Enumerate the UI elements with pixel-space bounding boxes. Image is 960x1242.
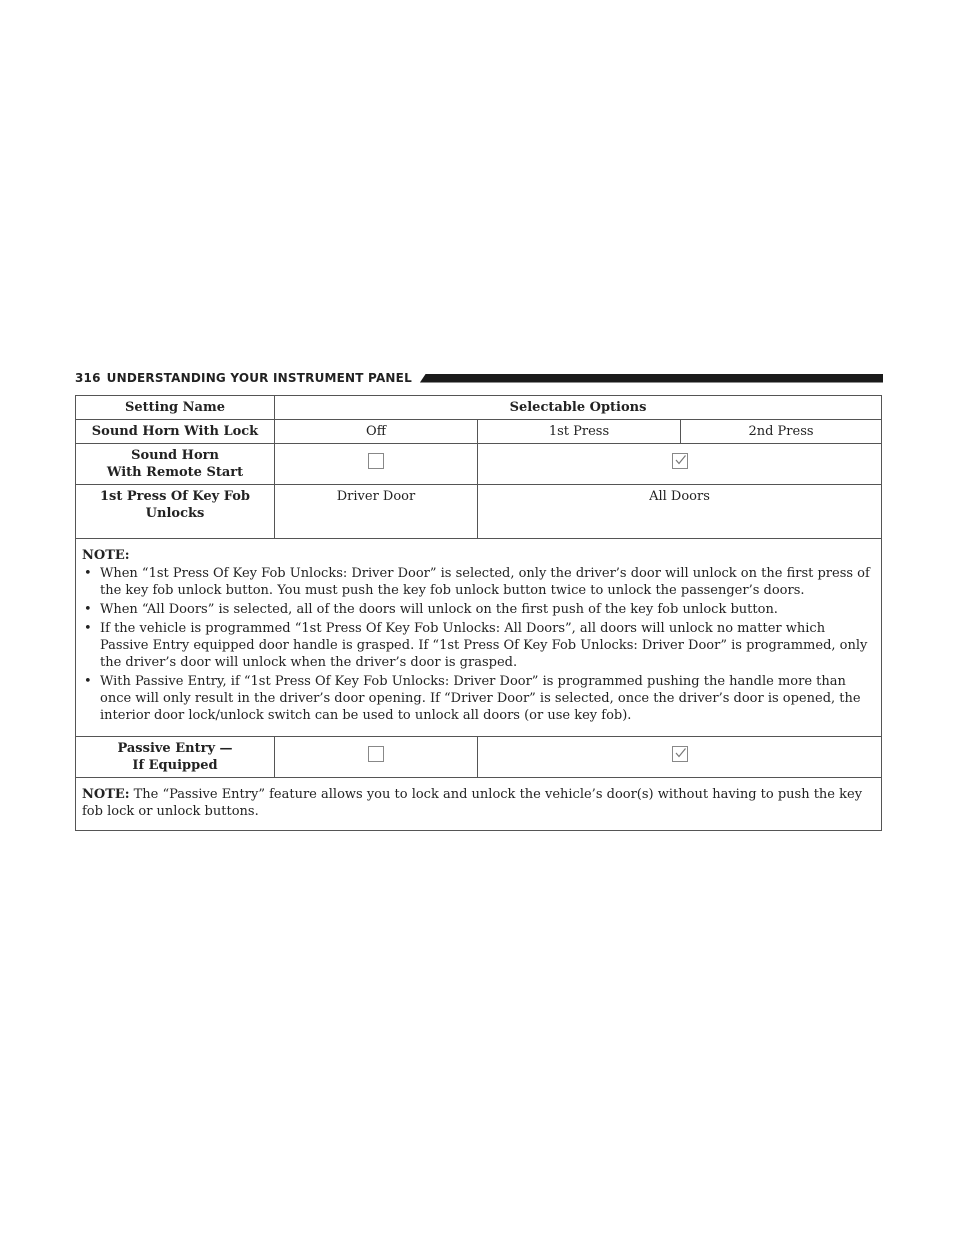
settings-table — [75, 395, 882, 831]
option-cell-on — [478, 737, 882, 778]
option-all-doors: All Doors — [478, 485, 882, 539]
section-title: UNDERSTANDING YOUR INSTRUMENT PANEL — [106, 371, 412, 385]
option-1st-press: 1st Press — [478, 420, 681, 444]
bullet-icon: • — [84, 602, 92, 617]
header-rule — [420, 374, 883, 383]
table-row-keyfob-unlocks — [76, 485, 882, 539]
note-title: NOTE: — [82, 548, 130, 563]
list-item: • When “1st Press Of Key Fob Unlocks: Driver Door” is selected, only the driver’s door will unlock on the first press of the key fob unlock button. You must push the key fob unlock button twice to unlock the passenger’s doors. — [84, 566, 870, 598]
note-text: The “Passive Entry” feature allows you to lock and unlock the vehicle’s door(s) without having to push the key fob lock or unlock buttons. — [82, 787, 863, 819]
table-header-row — [76, 396, 882, 420]
table-row-note-2 — [76, 778, 882, 831]
option-cell-off — [275, 737, 478, 778]
setting-name-line2: With Remote Start — [106, 465, 244, 480]
note-block-keyfob — [76, 539, 882, 737]
list-item: • If the vehicle is programmed “1st Press Of Key Fob Unlocks: All Doors”, all doors will unlock no matter which Passive Entry equipped door handle is grasped. If “1st Press Of Key Fob Unlocks: Driver Door” is programmed, only the driver’s door will unlock when the driver’s door is grasped. — [84, 621, 868, 670]
table-row-sound-horn-remote — [76, 444, 882, 485]
setting-name-line1: Sound Horn — [131, 448, 219, 463]
setting-sound-horn-remote — [76, 444, 275, 485]
note-block-passive-entry — [76, 778, 882, 831]
option-cell-on — [478, 444, 882, 485]
option-driver-door: Driver Door — [275, 485, 478, 539]
list-item: • When “All Doors” is selected, all of the doors will unlock on the first push of the key fob unlock button. — [84, 602, 778, 617]
empty-checkbox-icon — [368, 453, 384, 469]
option-cell-off — [275, 444, 478, 485]
setting-name-line2: If Equipped — [132, 758, 218, 773]
option-off: Off — [275, 420, 478, 444]
setting-name-line1: Passive Entry — — [117, 741, 233, 756]
table-row-sound-horn-lock — [76, 420, 882, 444]
note-title: NOTE: — [82, 787, 130, 802]
checked-checkbox-icon — [672, 453, 688, 469]
bullet-icon: • — [84, 566, 92, 581]
header-setting-name: Setting Name — [76, 396, 275, 420]
setting-name-line2: Unlocks — [145, 506, 205, 521]
bullet-icon: • — [84, 674, 92, 689]
checked-checkbox-icon — [672, 746, 688, 762]
header-selectable-options: Selectable Options — [275, 396, 882, 420]
page-number: 316 — [75, 371, 101, 385]
table-row-passive-entry — [76, 737, 882, 778]
setting-sound-horn-lock: Sound Horn With Lock — [76, 420, 275, 444]
table-row-note-1 — [76, 539, 882, 737]
page-header — [75, 370, 883, 386]
bullet-icon: • — [84, 621, 92, 636]
setting-passive-entry — [76, 737, 275, 778]
list-item: • With Passive Entry, if “1st Press Of Key Fob Unlocks: Driver Door” is programmed pushing the handle more than once will only result in the driver’s door opening. If “Driver Door” is selected, once the driver’s door is opened, the interior door lock/unlock switch can be used to unlock all doors (or use key fob). — [84, 674, 861, 723]
setting-keyfob-unlocks — [76, 485, 275, 539]
option-2nd-press: 2nd Press — [681, 420, 882, 444]
note-bullet-list — [82, 565, 875, 724]
setting-name-line1: 1st Press Of Key Fob — [99, 489, 251, 504]
empty-checkbox-icon — [368, 746, 384, 762]
